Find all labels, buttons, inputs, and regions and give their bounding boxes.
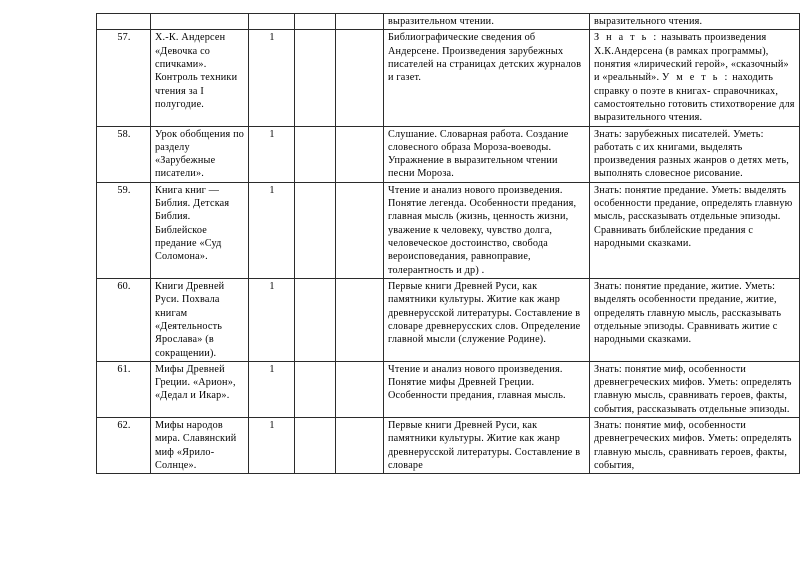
cell-blank-1 xyxy=(295,182,336,278)
cell-hours: 1 xyxy=(249,278,295,361)
cell-blank-2 xyxy=(336,30,384,126)
cell-number xyxy=(97,14,151,30)
cell-topic: Урок обобщения по разделу «Зарубежные писатели». xyxy=(151,126,249,182)
cell-topic: Книга книг — Библия. Детская Библия. Библейское предание «Суд Соломона». xyxy=(151,182,249,278)
cell-content: Первые книги Древней Руси, как памятники культуры. Житие как жанр древнерусской литературы. Составление в словаре древнерусских слов. Определение главной мысли (служение Родине). xyxy=(384,278,590,361)
cell-requirements xyxy=(590,278,800,361)
cell-requirements xyxy=(590,361,800,417)
cell-topic: Мифы Древней Греции. «Арион», «Дедал и Икар». xyxy=(151,361,249,417)
table-row xyxy=(97,14,800,30)
table-row xyxy=(97,361,800,417)
table-body xyxy=(97,14,800,474)
cell-hours: 1 xyxy=(249,182,295,278)
table-row xyxy=(97,30,800,126)
cell-number: 61. xyxy=(97,361,151,417)
cell-content: Чтение и анализ нового произведения. Понятие мифы Древней Греции. Особенности предания, главная мысль. xyxy=(384,361,590,417)
cell-blank-1 xyxy=(295,418,336,474)
cell-hours: 1 xyxy=(249,126,295,182)
cell-blank-1 xyxy=(295,361,336,417)
cell-requirements xyxy=(590,418,800,474)
know-label: Знать: xyxy=(594,420,622,432)
table-row xyxy=(97,182,800,278)
cell-topic: Мифы народов мира. Славянский миф «Ярило-Солнце». xyxy=(151,418,249,474)
able-text: определять главную мысль, сравнивать героев, факты, события, рассказывать отдельные эпизоды. xyxy=(594,377,792,415)
cell-content: Первые книги Древней Руси, как памятники культуры. Житие как жанр древнерусской литературы. Составление в словаре xyxy=(384,418,590,474)
cell-blank-1 xyxy=(295,30,336,126)
know-text: понятие предание, житие. xyxy=(621,280,742,292)
know-label: Знать: xyxy=(594,128,622,140)
cell-hours: 1 xyxy=(249,418,295,474)
know-label: Знать: xyxy=(594,184,622,196)
cell-requirements xyxy=(590,30,800,126)
cell-number: 58. xyxy=(97,126,151,182)
cell-content: Слушание. Словарная работа. Создание словесного образа Мороза-воеводы. Упражнение в выразительном чтении песни Мороза. xyxy=(384,126,590,182)
cell-requirements xyxy=(590,182,800,278)
able-text: находить справку о поэте в книгах- справочниках, самостоятельно готовить стихотворение для выразительного чтения. xyxy=(594,72,795,124)
able-label: Уметь: xyxy=(707,377,739,389)
cell-blank-2 xyxy=(336,126,384,182)
cell-number: 57. xyxy=(97,30,151,126)
cell-requirements: выразительного чтения. xyxy=(590,14,800,30)
able-text: определять главную мысль, сравнивать героев, факты, события, xyxy=(594,433,792,471)
cell-number: 62. xyxy=(97,418,151,474)
cell-blank-1 xyxy=(295,278,336,361)
cell-blank-1 xyxy=(295,126,336,182)
table-row xyxy=(97,418,800,474)
cell-topic xyxy=(151,14,249,30)
know-text: понятие миф, особенности древнегреческих мифов. xyxy=(594,420,747,445)
able-text: выделять особенности предание, житие, определять главную мысль, рассказывать отдельные эпизоды. Сравнивать житие с народными сказками. xyxy=(594,294,782,346)
cell-number: 60. xyxy=(97,278,151,361)
cell-blank-1 xyxy=(295,14,336,30)
cell-topic: Х.-К. Андерсен «Девочка со спичками». Контроль техники чтения за I полугодие. xyxy=(151,30,249,126)
able-label: У м е т ь : xyxy=(661,72,730,84)
able-text: работать с их книгами, выделять произведения разных жанров о детях меть, выполнять словесное рисование. xyxy=(594,141,789,180)
cell-hours: 1 xyxy=(249,30,295,126)
lesson-plan-table xyxy=(96,13,800,474)
table-row xyxy=(97,126,800,182)
know-text: называть произведения Х.К.Андерсена (в рамках программы), понятия «лирический герой», «сказочный» и «реальный». xyxy=(594,32,789,84)
cell-number: 59. xyxy=(97,182,151,278)
cell-topic: Книги Древней Руси. Похвала книгам «Деятельность Ярослава» (в сокращении). xyxy=(151,278,249,361)
cell-requirements xyxy=(590,126,800,182)
cell-content: Чтение и анализ нового произведения. Понятие легенда. Особенности предания, главная мысль (жизнь, ценность жизни, уважение к человеку, чувство долга, человеческое достоинство, свобода вероисповедания, равноправие, толерантность и др) . xyxy=(384,182,590,278)
able-label: Уметь: xyxy=(711,184,742,196)
cell-content: Библиографические сведения об Андерсене. Произведения зарубежных писателей на страницах детских журналов и газет. xyxy=(384,30,590,126)
cell-blank-2 xyxy=(336,361,384,417)
able-label: Уметь: xyxy=(707,433,739,445)
cell-hours: 1 xyxy=(249,361,295,417)
able-text: выделять особенности предание, определять главную мысль, рассказывать отдельные эпизоды. Сравнивать библейские предания с народными сказками. xyxy=(594,184,793,249)
know-label: З н а т ь : xyxy=(594,32,659,44)
table-row xyxy=(97,278,800,361)
know-text: понятие предание. xyxy=(621,184,709,196)
cell-hours xyxy=(249,14,295,30)
cell-blank-2 xyxy=(336,418,384,474)
able-label: Уметь: xyxy=(744,280,776,292)
cell-blank-2 xyxy=(336,278,384,361)
cell-content: выразительном чтении. xyxy=(384,14,590,30)
cell-blank-2 xyxy=(336,182,384,278)
know-label: Знать: xyxy=(594,363,622,375)
able-label: Уметь: xyxy=(733,128,764,140)
know-label: Знать: xyxy=(594,280,622,292)
cell-blank-2 xyxy=(336,14,384,30)
know-text: зарубежных писателей. xyxy=(621,128,731,140)
know-text: понятие миф, особенности древнегреческих мифов. xyxy=(594,363,747,389)
